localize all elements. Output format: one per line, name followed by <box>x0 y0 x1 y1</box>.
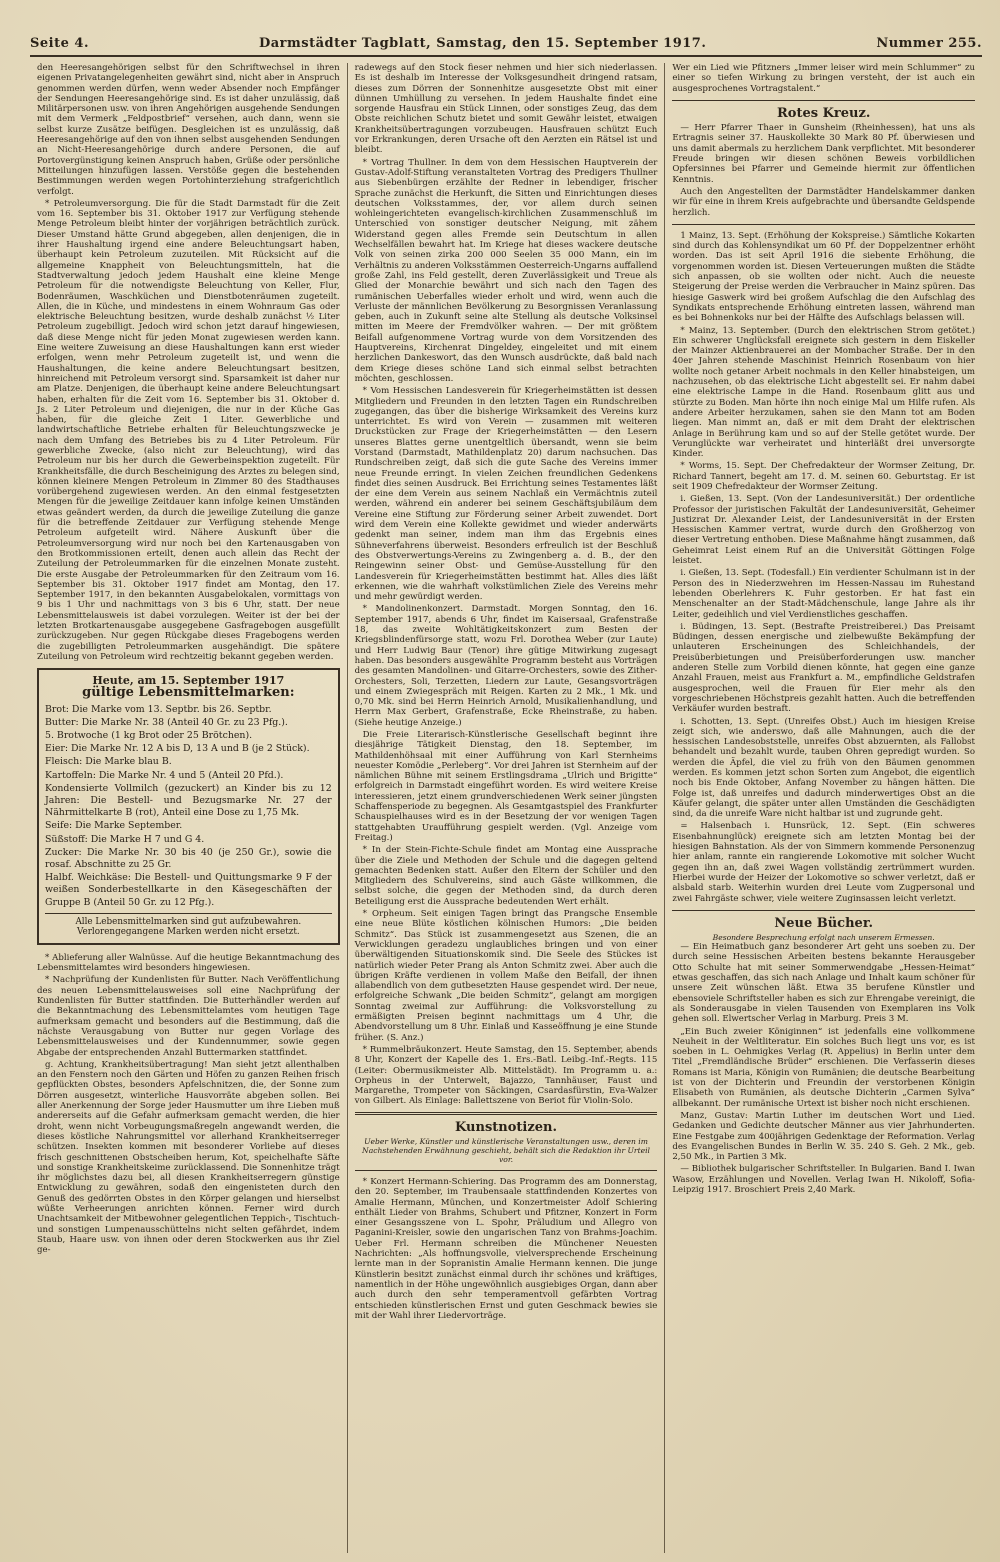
article-hygiene: g. Achtung, Krankheitsübertragung! Man sieht jetzt allenthalben an den Fenstern noch den Gärten und Höfen zu ganzen Reihen frisch gepflückten Obstes, besonders Apfelschnitzen, die, der Sonne zum Dörren ausgesetzt, winterliche Hausvorräte abgeben sollen. Bei aller Anerkennung der Sorge jeder Hausmutter um ihre Lieben muß andererseits auf die Gefahr aufmerksam gemacht werden, die hier droht, wenn nicht Vorbeugungsmaßregeln angewandt werden, die dieses köstliche Nahrungsmittel vor allerhand Krankheitserreger schützen. Insekten kommen mit besonderer Vorliebe auf dieses frisch geschnittenen Obstscheiben herum, Kot, speichelhafte Säfte und sonstige Krankheitskeime zurücklassend. Die Sonnenhitze trägt ihr möglichstes dazu bei, all diesen Krankheitserregern günstige Entwicklung zu gewähren, sodaß den eingenisteten durch den Genuß des gedörrten Obstes in den Körper gelangen und hierselbst wüßte Verheerungen anrichten können. Ferner wird durch Unachtsamkeit der Mitbewohner gelegentlichen Teppich-, Tischtuch- und sonstigen Lumpenausschüttelns nicht selten gefährdet, indem Staub, Haare usw. von ihnen oder deren Stockwerken aus ihr Ziel ge- <box>37 1059 340 1256</box>
ration-row: 5. Brotwoche (1 kg Brot oder 25 Brötchen). <box>45 730 253 742</box>
issue-number: Nummer 255. <box>876 36 982 51</box>
ration-row: Seife: Die Marke September. <box>45 820 183 832</box>
column-1 <box>30 63 348 1553</box>
article-kriegerheimstaetten: * Vom Hessischen Landesverein für Kriegerheimstätten ist dessen Mitgliedern und Freunden in den letzten Tagen ein Rundschreiben zugegangen, das über die bisherige Wirksamkeit des Vereins kurz unterrichtet. Es wird von Verein — zusammen mit weiteren Druckstücken zur Frage der Kriegerheimstätten — den Lesern unseres Blattes gerne unentgeltlich übersandt, wenn sie beim Vorstand (Darmstadt, Mathildenplatz 20) darum nachsuchen. Das Rundschreiben zeigt, daß sich die gute Sache des Vereins immer neue Freunde erringt. In vielen Zeichen freundlichen Gedenkens findet dies seinen Ausdruck. Bei Errichtung seines Testamentes läßt der eine dem Verein aus seinem Nachlaß ein Vermächtnis zuteil werden, während ein anderer bei seinem Geschäftsjubiläum dem Vereine eine Stiftung zur Förderung seiner Arbeit zuwendet. Dort wird dem Verein eine Kollekte gewidmet und wieder anderwärts gedenkt man seiner, indem man ihm das Ergebnis eines Sühneverfahrens überweist. Besonders erfreulich ist der Beschluß des Obstverwertungs-Vereins zu Zwingenberg a. d. B., der den Reingewinn seiner Obst- und Gemüse-Ausstellung für den Landesverein für Kriegerheimstätten bestimmt hat. Alles dies läßt erkennen, wie die wahrhaft volkstümlichen Ziele des Vereins mehr und mehr gewürdigt werden. <box>354 386 658 603</box>
article-orpheum: * Orpheum. Seit einigen Tagen bringt das Prangsche Ensemble eine neue Blüte köstlichen kölnischen Humors: „Die beiden Schmitz“. Das Stück ist zusammengesetzt aus Szenen, die an Verwicklungen geradezu unglaubliches bringen und von einer überwältigenden Situationskomik sind. Die Seele des Stückes ist natürlich wieder Peter Prang als Anton Schmitz zwei. Aber auch die übrigen Kräfte verdienen in vollem Maße den Beifall, der ihnen allabendlich von dem gutbesetzten Hause gespendet wird. Der neue, erfolgreiche Schwank „Die beiden Schmitz“, gelangt am morgigen Sonntag zweimal zur Aufführung: die Volksvorstellung zu ermäßigten Preisen beginnt nachmittags um 4 Uhr, die Abendvorstellung um 8 Uhr. Einlaß und Kasseöffnung je eine Stunde früher. (S. Anz.) <box>354 909 658 1043</box>
ration-row: Süßstoff: Die Marke H 7 und G 4. <box>45 833 205 845</box>
article-giessen-university: i. Gießen, 13. Sept. (Von der Landesuniversität.) Der ordentliche Professor der juristischen Fakultät der Landesuniversität, Geheimer Justizrat Dr. Alexander Leist, der Landesuniversität in der Ersten Hessischen Kammer vertrat, wurde durch den Großherzog von dieser Vertretung enthoben. Diese Maßnahme hängt zusammen, daß Geheimrat Leist einem Ruf an die Universität Göttingen Folge leistet. <box>672 494 976 567</box>
divider <box>355 1170 658 1171</box>
ration-box <box>37 668 340 945</box>
book-luther: Manz, Gustav: Martin Luther im deutschen Wort und Lied. Gedanken und Gedichte deutscher Männer aus vier Jahrhunderten. Eine Festgabe zum 400jährigen Gedenktage der Reformation. Verlag des Evangelischen Bundes in Berlin W. 35. 240 S. Geh. 2 Mk., geb. 2,50 Mk., in Partien 3 Mk. <box>672 1110 976 1163</box>
article-red-cross: — Herr Pfarrer Thaer in Gunsheim (Rheinhessen), hat uns als Ertragnis seiner 37. Hauskollekte 30 Mark 80 Pf. überwiesen und uns damit abermals zu herzlichem Dank verpflichtet. Mit besonderer Freude bringen wir diesen schönen Beweis vorbildlichen Opfersinnes bei Pfarrer und Gemeinde hiermit zur öffentlichen Kenntnis. <box>672 123 976 185</box>
column-2 <box>348 63 666 1553</box>
article-worms: * Worms, 15. Sept. Der Chefredakteur der Wormser Zeitung, Dr. Richard Tannert, begeht am 17. d. M. seinen 60. Geburtstag. Er ist seit 1909 Chefredakteur der Wormser Zeitung. <box>672 461 976 492</box>
ration-box-date: Heute, am 15. September 1917 <box>92 674 285 688</box>
ration-box-title: gültige Lebensmittelmarken: <box>82 685 295 701</box>
book-two-queens: „Ein Buch zweier Königinnen“ ist jedenfalls eine vollkommene Neuheit in der Weltliteratur. Ein solches Buch liegt uns vor, es ist soeben in L. Oehmigkes Verlag (R. Appelius) in Berlin unter dem Titel „Fremdländische Brüder“ erschienen. Die Verfasserin dieses Romans ist Maria, Königin von Rumänien; die deutsche Bearbeitung ist von der Dichterin und Freundin der verstorbenen Königin Elisabeth von Rumänien, als deutsche Dichterin „Carmen Sylva“ allbekannt. Der rumänische Urtext ist bisher noch nicht erschienen. <box>672 1026 976 1109</box>
book-hessen-heimat: — Ein Heimatbuch ganz besonderer Art geht uns soeben zu. Der durch seine Hessischen Arbeiten bestens bekannte Herausgeber Otto Schulte hat mit seiner Sommerwendgabe „Hessen-Heimat“ etwas geschaffen, das sich nach Anlage und Inhalt kaum schöner für unsere Zeit wünschen läßt. Etwa 35 berufene Künstler und ebensoviele Schriftsteller haben es sich zur Ehrengabe vereinigt, die als Sonderausgabe in vielen Tausenden von Exemplaren ins Volk gehen soll. Elwertscher Verlag in Marburg. Preis 3 M. <box>672 942 976 1025</box>
section-note: Ueber Werke, Künstler und künstlerische Veranstaltungen usw., deren im Nachstehenden Erwähnung geschieht, behält sich die Redaktion ihr Urteil vor. <box>362 1136 650 1164</box>
section-heading-red-cross: Rotes Kreuz. <box>776 105 871 121</box>
divider <box>672 100 975 101</box>
ration-row: Kondensierte Vollmilch (gezuckert) an Kinder bis zu 12 Jahren: Die Bestell- und Bezugsmarke Nr. 27 der Nährmittelkarte B (rot), Anteil eine Dose zu 1,75 Mk. <box>45 782 332 819</box>
ration-row: Kartoffeln: Die Marke Nr. 4 und 5 (Anteil 20 Pfd.). <box>45 769 284 781</box>
newspaper-title: Darmstädter Tagblatt, Samstag, den 15. September 1917. <box>258 36 707 51</box>
article-schotten: i. Schotten, 13. Sept. (Unreifes Obst.) Auch im hiesigen Kreise zeigt sich, wie anderswo, daß alle Mahnungen, auch die der hessischen Landesobststelle, unreifes Obst abzuernten, als Fallobst behandelt und bezahlt wurde, tauben Ohren gepredigt wurden. So werden die Äpfel, die viel zu früh von den Bäumen genommen werden. Es kommen jetzt schon Sorten zum Angebot, die eigentlich noch bis Ende Oktober, Anfang November zu hängen hätten. Die Folge ist, daß unreifes und dadurch minderwertiges Obst an die Käufer gelangt, die später unter allen Umständen die Geschädigten sind, da die unreife Ware nicht haltbar ist und zugrunde geht. <box>672 716 976 820</box>
book-bulgarian: — Bibliothek bulgarischer Schriftsteller. In Bulgarien. Band I. Iwan Wasow, Erzählungen und Novellen. Verlag Iwan H. Nikoloff, Sofia-Leipzig 1917. Broschiert Preis 2,40 Mark. <box>672 1164 976 1195</box>
section-heading-kunstnotizen: Kunstnotizen. <box>455 1119 557 1135</box>
article-mandolin-concert: * Mandolinenkonzert. Darmstadt. Morgen Sonntag, den 16. September 1917, abends 6 Uhr, findet im Kaisersaal, Grafenstraße 18, das zweite Wohltätigkeitskonzert zum Besten der Kriegsblindenfürsorge statt, wozu Frl. Dorothea Weber (zur Laute) und Herr Ludwig Baur (Tenor) ihre gütige Mitwirkung zugesagt haben. Das besonders ausgewählte Programm besteht aus Vorträgen des gesamten Mandolinen- und Gitarre-Orchesters, sowie des Zither-Orchesters, Soli, Terzetten, Liedern zur Laute, Gesangsvorträgen und einem Zwiegespräch mit Reigen. Karten zu 2 Mk., 1 Mk. und 0,70 Mk. sind bei Herrn Heinrich Arnold, Musikalienhandlung, und Herrn Max Gerbert, Grafenstraße, Ecke Rheinstraße, zu haben. (Siehe heutige Anzeige.) <box>354 604 658 728</box>
article-thullner: * Vortrag Thullner. In dem von dem Hessischen Hauptverein der Gustav-Adolf-Stiftung veranstalteten Vortrag des Predigers Thullner aus Siebenbürgen erzählte der Redner in lebendiger, frischer Sprache zunächst die Herkunft, die Sitten und Einrichtungen dieses deutschen Volksstammes, der, vor allem durch seinen wohleingerichteten evangelisch-kirchlichen Zusammenschluß im Unterschied von sonstiger deutscher Neigung, mit zähem Widerstand gegen alles Fremde sein Deutschtum in allen Wechselfällen bewahrt hat. Im Kriege hat dieses wackere deutsche Volk von seinen zirka 200 000 Seelen 35 000 Mann, ein im Verhältnis zu anderen Volksstämmen Oesterreich-Ungarns auffallend große Zahl, ins Feld gestellt, deren Zuverlässigkeit und Treue als Glied der Monarchie bewährt und sich nach den Tagen des rumänischen Ueberfalles wieder erholt und wird, wenn auch die Verluste der männlichen Bevölkerung zu Besorgnissen Veranlassung geben, auch in Zukunft seine alte Stellung als deutsche Volksinsel mitten im Meere der Fremdvölker wahren. — Der mit größtem Beifall aufgenommene Vortrag wurde von dem Vorsitzenden des Hauptvereins, Kirchenrat Dingeldey, eingeleitet und mit einem herzlichen Dankeswort, das den Wunsch ausdrückte, daß bald nach dem Kriege dieses schöne Land sich einmal selbst betrachten möchten, geschlossen. <box>354 157 658 384</box>
article-concert: * Konzert Hermann-Schiering. Das Programm des am Donnerstag, den 20. September, im Traubensaale stattfindenden Konzertes von Amalie Hermann, München, und Konzertmeister Adolf Schiering enthält Lieder von Brahms, Schubert und Pfitzner, Konzert in Form einer Gesangsszene von L. Spohr, Präludium und Allegro von Paganini-Kreisler, sowie den ungarischen Tanz von Brahms-Joachim. Ueber Frl. Hermann schreiben die Münchener Neuesten Nachrichten: „Als hoffnungsvolle, vielversprechende Erscheinung lernte man in der Sopranistin Amalie Hermann kennen. Die junge Künstlerin besitzt zunächst einmal durch ihr schönes und kräftiges, namentlich in der Höhe ungewöhnlich ausgiebiges Organ, dann aber auch durch den sehr temperamentvoll gefärbten Vortrag entschieden künstlerischen Ernst und guten Geschmack bewies sie mit der Wahl ihrer Liedervorträge. <box>354 1176 658 1321</box>
ration-row: Butter: Die Marke Nr. 38 (Anteil 40 Gr. zu 23 Pfg.). <box>45 716 288 728</box>
article-buedingen: i. Büdingen, 13. Sept. (Bestrafte Preistreiberei.) Das Preisamt Büdingen, dessen energische und zielbewußte Bekämpfung der unlauteren Erscheinungen des Schleichhandels, der Preisüberbietungen und Preisüberforderungen usw. mancher anderen Stelle zum Vorbild dienen könnte, hat gegen eine ganze Anzahl Frauen, meist aus Frankfurt a. M., empfindliche Geldstrafen ausgesprochen, weil die Frauen für Eier mehr als den vorgeschriebenen Höchstpreis gezahlt hatten. Auch die betreffenden Verkäufer wurden bestraft. <box>672 621 976 715</box>
article-red-cross-2: Auch den Angestellten der Darmstädter Handelskammer danken wir für eine in ihrem Kreis aufgebrachte und übersandte Geldspende herzlich. <box>672 186 976 218</box>
article-petroleum: * Petroleumversorgung. Die für die Stadt Darmstadt für die Zeit vom 16. September bis 31. Oktober 1917 zur Verfügung stehende Menge Petroleum bleibt hinter der vorjährigen beträchtlich zurück. Dieser Umstand hätte Grund abgegeben, allen denjenigen, die in ihrer Haushaltung irgend eine andere Beleuchtungsart haben, überhaupt kein Petroleum zuzuteilen. Mit Rücksicht auf die allgemeine Knappheit von Beleuchtungsmitteln, hat die Stadtverwaltung jedoch jedem Haushalt eine kleine Menge Petroleum für die notwendigste Beleuchtung von Keller, Flur, Bodenräumen, Waschküchen und Dienstbotenräumen zugeteilt. Allen, die in Küche, und mindestens in einem Wohnraum Gas oder elektrische Beleuchtung besitzen, wurde deshalb zunächst ½ Liter Petroleum zugebilligt. Jedoch wird schon jetzt darauf hingewiesen, daß diese Menge nicht für jeden Monat zugewiesen werden kann. Eine weitere Zuweisung an diese Haushaltungen kann erst wieder erfolgen, wenn mehr Petroleum zugeteilt ist, und wenn die Haushaltungen, die keine andere Beleuchtungsart besitzen, hinreichend mit Petroleum versorgt sind. Sparsamkeit ist daher nur am Platze. Denjenigen, die überhaupt keine andere Beleuchtungsart haben, erhalten für die Zeit vom 16. September bis 31. Oktober d. Js. 2 Liter Petroleum und diejenigen, die nur in der Küche Gas haben, für die gleiche Zeit 1 Liter. Gewerbliche und landwirtschaftliche Betriebe erhalten für Beleuchtungszwecke je nach dem Umfang des Betriebes bis zu 4 Liter Petroleum. Für gewerbliche Zwecke, (also nicht zur Beleuchtung), wird das Petroleum nur bis her durch die Gewerbeinspektion zugeteilt. Für Krankheitsfälle, die durch Bescheinigung des Arztes zu belegen sind, können kleinere Mengen Petroleum in Zimmer 80 des Stadthauses vorübergehend zugewiesen werden. An den einmal festgesetzten Mengen für die jeweilige Zeitdauer kann infolge keinen Umständen etwas geändert werden, da durch die jeweilige Zuteilung die ganze für die betreffende Zeitdauer zur Verfügung stehende Menge Petroleum aufgeteilt wird. Nähere Auskunft über die Petroleumversorgung wird nur noch bei den Kartenausgaben von den Brotkommissionen erteilt, denen auch allein das Recht der Zuteilung der Petroleummarken für die einzelnen Monate zusteht. Die erste Ausgabe der Petroleummarken für den Zeitraum vom 16. September bis 31. Oktober 1917 findet am Montag, den 17. September 1917, in den bekannten Ausgabelokalen, vormittags von 9 bis 1 Uhr und nachmittags von 3 bis 6 Uhr, statt. Der neue Lebensmittelausweis ist dabei vorzulegen. Weiter ist der bei der letzten Brotkartenausgabe ausgegebene Gasfragebogen ausgefüllt zurückzugeben. Nur gegen Rückgabe dieses Fragebogens werden die zugebilligten Petroleummarken ausgehändigt. Die spätere Zuteilung von Petroleum wird rechtzeitig bekannt gegeben werden. <box>37 198 340 662</box>
ration-row: Halbf. Weichkäse: Die Bestell- und Quittungsmarke 9 F der weißen Sonderbestellkarte in den Käsegeschäften der Gruppe B (Anteil 50 Gr. zu 12 Pfg.). <box>45 872 332 908</box>
article-text: den Heeresangehörigen selbst für den Schriftwechsel in ihren eigenen Privatangelegenheiten gewährt sind, nicht aber in Anspruch genommen werden dürfen, wenn weder Absender noch Empfänger der Sendungen Heeresangehörige sind. Es ist daher unzulässig, daß Militärpersonen usw. von ihren Angehörigen ausgehende Sendungen mit dem Vermerk „Feldpostbrief“ versehen, auch dann, wenn sie selbst kurze Zusätze beifügen. Desgleichen ist es unzulässig, daß Heeresangehörige auf den von ihnen selbst ausgehenden Sendungen an Nicht-Heeresangehörige durch andere Personen, die auf Portovergünstigung keinen Anspruch haben, Grüße oder persönliche Mitteilungen hinzufügen lassen. Verstöße gegen die bestehenden Bestimmungen werden wegen Portohinterziehung strafgerichtlich verfolgt. <box>37 63 340 197</box>
article-mainz-accident: * Mainz, 13. September. (Durch den elektrischen Strom getötet.) Ein schwerer Unglücksfall ereignete sich gestern in dem Eiskeller der Mainzer Aktienbrauerei an der Mombacher Straße. Der in den 40er Jahren stehende Maschinist Heinrich Rosenbaum von hier wollte noch getaner Arbeit nochmals in den Keller hinabsteigen, um nachzusehen, ob das elektrische Licht abgestellt sei. Er nahm dabei eine elektrische Lampe in die Hand. Rosenbaum glitt aus und stürzte zu Boden. Man hörte ihn noch einige Mal um Hilfe rufen. Als andere Arbeiter herzukamen, sahen sie den Mann tot am Boden liegen. Man nimmt an, daß er mit dem Draht der elektrischen Anlage in Berührung kam und so auf der Stelle getötet wurde. Der Verunglückte war verheiratet und hinterläßt drei unversorgte Kinder. <box>672 325 976 460</box>
article-mainz-coke: 1 Mainz, 13. Sept. (Erhöhung der Kokspreise.) Sämtliche Kokarten sind durch das Kohlensyndikat um 60 Pf. der Doppelzentner erhöht worden. Das ist seit April 1916 die siebente Erhöhung, die vorgenommen worden ist. Diesen Verteuerungen mußten die Städte sich anpassen, ob sie wollten oder nicht. Auch die neueste Steigerung der Preise werden die Verbraucher in Mainz spüren. Das hiesige Gaswerk wird bei großem Aufschlag die den Aufschlag des Syndikats entsprechende Erhöhung eintreten lassen, während man es bei Bohnenkoks nur bei der Hälfte des Aufschlags belassen will. <box>672 230 976 324</box>
divider <box>355 1112 658 1115</box>
section-heading-new-books: Neue Bücher. <box>774 915 874 931</box>
ration-row: Brot: Die Marke vom 13. Septbr. bis 26. Septbr. <box>45 703 272 715</box>
ration-box-footer: Alle Lebensmittelmarken sind gut aufzubewahren. Verlorengegangene Marken werden nicht ersetzt. <box>45 913 332 938</box>
article-halsenbach: = Halsenbach i. Hunsrück, 12. Sept. (Ein schweres Eisenbahnunglück) ereignete sich am letzten Montag bei der hiesigen Bahnstation. Als der von Simmern kommende Personenzug hier anlam, rannte ein rangierende Lokomotive mit solcher Wucht gegen ihn an, daß zwei Wagen vollständig zertrümmert wurden. Hierbei wurde der Heizer der Lokomotive so schwer verletzt, daß er alsbald starb. Weiterhin wurden drei Leute vom Zugpersonal und zwei Fahrgäste schwer, viele weitere Zuginsassen leicht verletzt. <box>672 821 976 904</box>
columns <box>30 63 982 1553</box>
ration-row: Eier: Die Marke Nr. 12 A bis D, 13 A und B (je 2 Stück). <box>45 743 310 755</box>
article-text: radewegs auf den Stock fieser nehmen und hier sich niederlassen. Es ist deshalb im Interesse der Volksgesundheit dringend ratsam, dieses zum Dörren der Sonnenhitze ausgesetzte Obst mit einer dünnen Umhüllung zu versehen. In jedem Haushalte findet eine sorgende Hausfrau ein Stück Linnen, oder sonstiges Zeug, das dem Obste reichlichen Schutz bietet und somit Gewähr leistet, etwaigen Krankheitsübertragungen vorzubeugen. Hausfrauen schützt Euch vor Erkrankungen, deren Ursache oft den Aerzten ein Rätsel ist und bleibt. <box>354 63 658 156</box>
article-butter: * Nachprüfung der Kundenlisten für Butter. Nach Veröffentlichung des neuen Lebensmittelausweises soll eine Nachprüfung der Kundenlisten für Butter stattfinden. Die Butterhändler werden auf die Bekanntmachung des Lebensmittelamtes vom heutigen Tage aufmerksam gemacht und besonders auf die Bestimmung, daß die nächste Verausgabung von Butter nur gegen Vorlage des Lebensmittelausweises und der Kundennummer, sowie gegen Abgabe der entsprechenden Anzahl Buttermarken stattfindet. <box>37 975 340 1058</box>
article-school: * In der Stein-Fichte-Schule findet am Montag eine Aussprache über die Ziele und Methoden der Schule und die dagegen geltend gemachten Bedenken statt. Außer den Eltern der Schüler und den Mitgliedern des Schulvereins, sind auch Gäste willkommen, die selbst solche, die gegen der Methoden sind, da durch deren Beteiligung erst die Aussprache bedeutenden Wert erhält. <box>354 845 658 907</box>
article-text: Wer ein Lied wie Pfitzners „Immer leiser wird mein Schlummer“ zu einer so tiefen Wirkung zu bringen versteht, der ist auch ein ausgesprochenes Vortragstalent.“ <box>672 63 976 94</box>
ration-row: Zucker: Die Marke Nr. 30 bis 40 (je 250 Gr.), sowie die rosaf. Abschnitte zu 25 Gr. <box>45 846 332 871</box>
article-literary-society: Die Freie Literarisch-Künstlerische Gesellschaft beginnt ihre diesjährige Tätigkeit Dienstag, den 18. September, im Mathildenhöhsaal mit einer Aufführung von Karl Sternheims neuester Komödie „Perleberg“. Vor drei Jahren ist Sternheim auf der nämlichen Bühne mit seinem Erstlingsdrama „Ulrich und Brigitte“ erfolgreich in Darmstadt eingeführt worden. Es wird weitere Kreise interessieren, jetzt einem grundverschiedenen Werk seiner jüngsten Schaffensperiode zu begegnen. Als Gesamtgastspiel des Frankfurter Schauspielhauses wird es in der Besetzung der vor wenigen Tagen stattgehabten Uraufführung gespielt werden. (Vgl. Anzeige vom Freitag.) <box>354 730 658 843</box>
ration-row: Fleisch: Die Marke blau B. <box>45 756 172 768</box>
column-3 <box>665 63 982 1553</box>
article-giessen-death: i. Gießen, 13. Sept. (Todesfall.) Ein verdienter Schulmann ist in der Person des in Niederzwehren im Hessen-Nassau im Ruhestand lebenden Oberlehrers K. Fuhr gestorben. Er hat fast ein Menschenalter an der Stadt-Mädchenschule, lange Jahre als ihr Leiter, gedeihlich und viel Verdienstliches geschaffen. <box>672 568 976 620</box>
article-rummelbraeu: * Rummelbräukonzert. Heute Samstag, den 15. September, abends 8 Uhr, Konzert der Kapelle des 1. Ers.-Batl. Leibg.-Inf.-Regts. 115 (Leiter: Obermusikmeister Alb. Mittelstädt). Im Programm u. a.: Orpheus in der Unterwelt, Bajazzo, Tannhäuser, Faust und Margarethe, Trompeter von Säckingen, Csardasfürstin, Eva-Walzer von Gilbert. Als Einlage: Ballettszene von Beriot für Violin-Solo. <box>354 1044 658 1107</box>
page-number: Seite 4. <box>30 36 89 51</box>
article-walnuts: * Ablieferung aller Walnüsse. Auf die heutige Bekanntmachung des Lebensmittelamtes wird besonders hingewiesen. <box>37 952 340 974</box>
divider <box>672 910 975 911</box>
divider <box>672 224 975 225</box>
section-note: Besondere Besprechung erfolgt nach unserem Ermessen. <box>712 933 935 943</box>
masthead <box>30 36 982 57</box>
